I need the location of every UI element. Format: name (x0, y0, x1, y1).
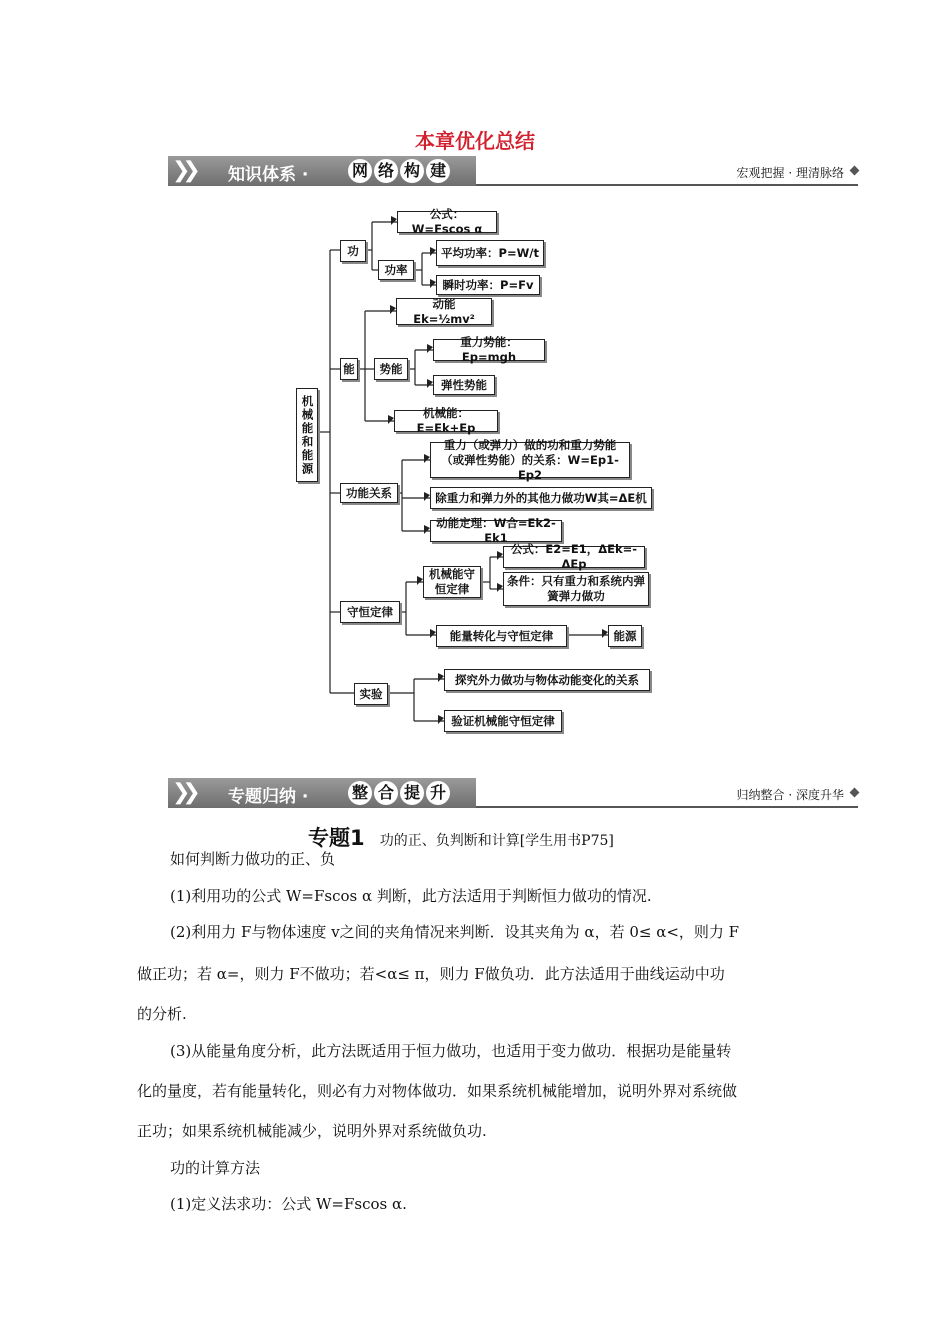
node-elastic-pe: 弹性势能 (433, 375, 495, 395)
double-chevron-icon: ❯❯ (172, 780, 193, 805)
banner-keyword: 整 合 提 升 (348, 781, 450, 805)
node-gonglv: 功率 (378, 260, 414, 280)
node-energy-cons: 能量转化与守恒定律 (436, 625, 567, 647)
node-exp1: 探究外力做功与物体动能变化的关系 (444, 669, 650, 691)
paragraph: 化的量度，若有能量转化，则必有力对物体做功．如果系统机械能增加，说明外界对系统做 (137, 1082, 738, 1100)
paragraph: (3)从能量角度分析，此方法既适用于恒力做功，也适用于变力做功．根据功是能量转 (170, 1042, 732, 1060)
page-title: 本章优化总结 (415, 129, 535, 153)
node-shineng: 势能 (374, 358, 408, 380)
banner-right-text: 归纳整合 · 深度升华 (736, 788, 844, 802)
paragraph: 功的计算方法 (170, 1159, 261, 1177)
banner-right-text: 宏观把握 · 理清脉络 (736, 166, 844, 180)
node-kinetic: 动能 Ek=½mv² (396, 298, 492, 325)
node-nengyuan: 能源 (608, 625, 642, 647)
banner-label: 专题归纳 · (228, 787, 309, 807)
node-rel3: 动能定理：W合=Ek2-Ek1 (430, 520, 562, 542)
paragraph: (2)利用力 F与物体速度 v之间的夹角情况来判断．设其夹角为 α，若 0≤ α<，则力 F (170, 923, 740, 941)
node-gongneng: 功能关系 (340, 483, 398, 503)
node-inst-power: 瞬时功率：P=Fv (436, 275, 540, 295)
diamond-icon (850, 788, 860, 798)
node-rel2: 除重力和弹力外的其他力做功W其=ΔE机 (430, 487, 652, 509)
node-cons-formula: 公式：E2=E1，ΔEk=-ΔEp (503, 546, 645, 568)
node-neng: 能 (340, 358, 358, 380)
topic-subtitle: 功的正、负判断和计算[学生用书P75] (379, 833, 614, 849)
double-chevron-icon: ❯❯ (172, 158, 193, 183)
node-gong-formula: 公式：W=Fscos α (397, 211, 497, 233)
node-gravity-pe: 重力势能：Ep=mgh (433, 339, 545, 361)
paragraph: (1)利用功的公式 W=Fscos α 判断，此方法适用于判断恒力做功的情况. (170, 887, 652, 905)
node-mech-cons: 机械能守恒定律 (423, 566, 481, 598)
node-avg-power: 平均功率：P=W/t (436, 240, 544, 266)
paragraph: 如何判断力做功的正、负 (170, 850, 336, 868)
banner-label: 知识体系 · (228, 165, 309, 185)
paragraph: 的分析. (137, 1005, 187, 1023)
node-exp2: 验证机械能守恒定律 (444, 710, 562, 732)
paragraph: (1)定义法求功：公式 W=Fscos α. (170, 1195, 407, 1213)
topic-number: 专题1 (308, 826, 365, 850)
paragraph: 正功；如果系统机械能减少，说明外界对系统做负功. (137, 1122, 487, 1140)
node-mech-energy: 机械能：E=Ek+Ep (394, 410, 498, 432)
node-gong: 功 (340, 240, 366, 262)
node-shouheng: 守恒定律 (340, 601, 400, 623)
paragraph: 做正功；若 α=，则力 F不做功；若<α≤ π，则力 F做负功．此方法适用于曲线运动中功 (137, 965, 725, 983)
node-shiyan: 实验 (354, 683, 388, 705)
section-banner-topics (168, 778, 858, 808)
node-rel1: 重力（或弹力）做的功和重力势能（或弹性势能）的关系：W=Ep1-Ep2 (430, 442, 630, 478)
banner-keyword: 网 络 构 建 (348, 159, 450, 183)
node-cons-cond: 条件：只有重力和系统内弹簧弹力做功 (503, 572, 649, 606)
root-node: 机械能和能源 (296, 388, 318, 482)
